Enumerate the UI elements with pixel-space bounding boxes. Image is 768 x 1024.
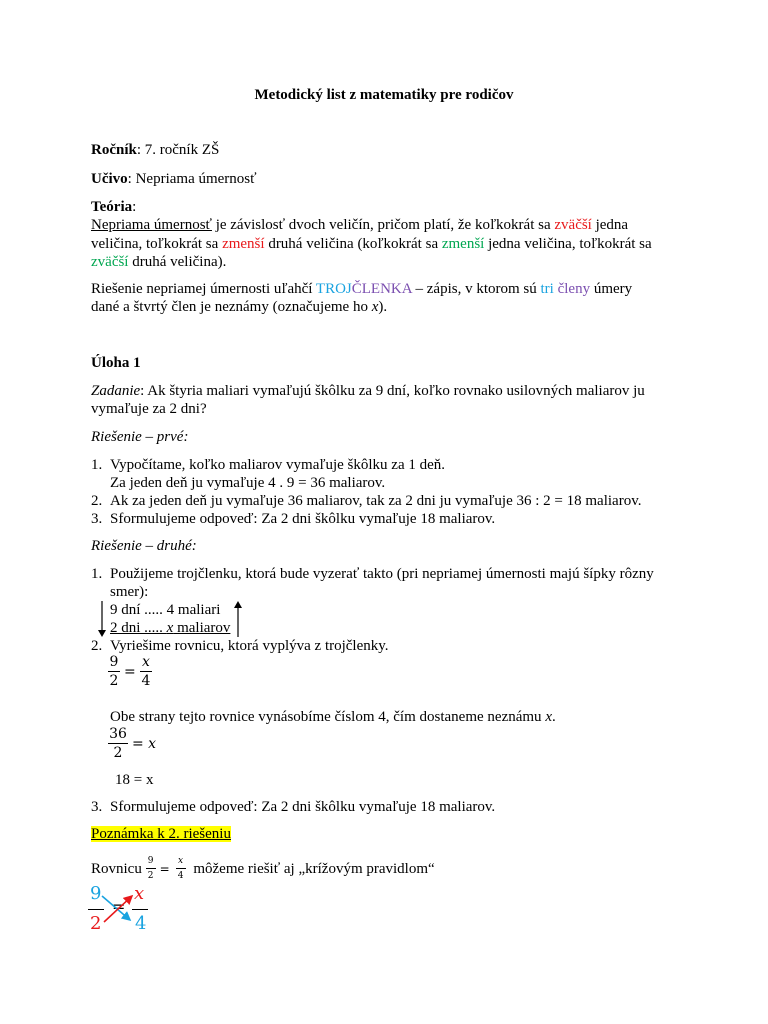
riesenie-prve-label: Riešenie – prvé: (91, 429, 189, 445)
ucivo-value: : Nepriama úmernosť (127, 171, 257, 187)
list-number: 3. (91, 511, 103, 527)
variable-x: x (371, 299, 379, 315)
list-number: 2. (91, 493, 103, 509)
poznamka-label: Poznámka k 2. riešeniu (91, 826, 231, 842)
arrow-down-icon (96, 600, 108, 638)
list-text: Vyriešime rovnicu, ktorá vyplýva z trojčlenky. (110, 638, 389, 654)
denominator: 2 (147, 871, 154, 881)
fraction (108, 726, 128, 761)
fraction-bar (176, 868, 186, 869)
ucivo-line (91, 170, 257, 188)
poznamka-line (91, 856, 435, 882)
cross-numerator-right: x (134, 883, 145, 904)
word-zmensi: zmenší (222, 236, 265, 252)
variable-x: x (166, 620, 174, 636)
zadanie-label: Zadanie (91, 383, 141, 399)
ucivo-label: Učivo (91, 171, 128, 187)
intro-text: ). (378, 299, 388, 315)
inline-equation (146, 856, 190, 882)
page-title: Metodický list z matematiky pre rodičov (254, 87, 514, 103)
fraction (108, 654, 120, 689)
list-item (91, 510, 495, 528)
inline-fraction (146, 856, 156, 881)
list-item (91, 456, 445, 474)
list-text: Ak za jeden deň ju vymaľuje 36 maliarov, tak za 2 dni ju vymaľuje 36 : 2 = 18 maliarov. (110, 493, 642, 509)
equals-sign: = (124, 664, 136, 680)
numerator: 9 (109, 654, 119, 670)
word-tri: tri (540, 281, 554, 297)
intro-text: úmery (590, 281, 633, 297)
intro-text: Riešenie nepriamej úmernosti uľahčí (91, 281, 316, 297)
fraction-bar (108, 671, 120, 672)
list-item (91, 637, 389, 655)
list-item (91, 565, 654, 583)
equation-rhs: = x (132, 736, 157, 752)
list-number: 1. (91, 457, 103, 473)
denominator: 2 (113, 745, 123, 761)
numerator: x (178, 856, 184, 866)
trojclenka-intro-line-1 (91, 280, 632, 298)
zadanie-text: : Ak štyria maliari vymaľujú škôlku za 9 dní, koľko rovnako usilovných maliarov ju (140, 383, 645, 399)
inline-fraction (176, 856, 186, 881)
teoria-line-3 (91, 253, 226, 271)
word-troj: TROJ (315, 281, 352, 297)
denominator: 2 (109, 673, 119, 689)
equals-sign: = (112, 897, 126, 916)
list-item-continued: smer): (110, 584, 149, 600)
teoria-heading (91, 198, 136, 216)
equals-sign: = (159, 862, 170, 876)
teoria-label: Teória (91, 199, 133, 215)
rocnik-value: : 7. ročník ZŠ (136, 142, 220, 158)
teoria-term: Nepriama úmernosť (91, 217, 212, 233)
teoria-text: jedna veličina, toľkokrát sa (484, 236, 652, 252)
list-item (91, 492, 641, 510)
instruction-text: Obe strany tejto rovnice vynásobíme číslom 4, čím dostaneme neznámu (110, 709, 546, 725)
teoria-text: je závislosť dvoch veličín, pričom platí, že koľkokrát sa (211, 217, 555, 233)
cross-denominator-left: 2 (90, 913, 102, 934)
trojclenka-row-1: 9 dní ..... 4 maliari (110, 602, 221, 618)
list-number: 2. (91, 638, 103, 654)
cross-numerator-left: 9 (90, 883, 102, 904)
list-text: Sformulujeme odpoveď: Za 2 dni škôlku vymaľuje 18 maliarov. (110, 511, 496, 527)
poznamka-text: môžeme riešiť aj „krížovým pravidlom“ (189, 861, 435, 877)
denominator: 4 (141, 673, 151, 689)
list-text: Použijeme trojčlenku, ktorá bude vyzerať takto (pri nepriamej úmernosti majú šípky rôzny (110, 566, 654, 582)
numerator: 36 (109, 726, 127, 742)
teoria-text: veličina, toľkokrát sa (91, 236, 223, 252)
denominator: 4 (177, 871, 184, 881)
numerator: 9 (147, 856, 154, 866)
teoria-line-1 (91, 216, 628, 234)
troj-text: maliarov (173, 620, 231, 636)
fraction-bar (140, 671, 152, 672)
teoria-text: druhá veličina). (128, 254, 227, 270)
list-text: Sformulujeme odpoveď: Za 2 dni škôlku vymaľuje 18 maliarov. (110, 799, 496, 815)
uloha-heading: Úloha 1 (91, 355, 141, 371)
rocnik-label: Ročník (91, 142, 137, 158)
list-number: 3. (91, 799, 103, 815)
trojclenka-row-2 (110, 619, 230, 637)
arrow-up-icon (232, 600, 244, 638)
poznamka-heading (91, 825, 231, 843)
teoria-text: druhá veličina (koľkokrát sa (264, 236, 442, 252)
instruction-text: . (551, 709, 556, 725)
riesenie-druhe-label: Riešenie – druhé: (91, 538, 197, 554)
list-item (91, 798, 495, 816)
list-item: Za jeden deň ju vymaľuje 4 . 9 = 36 maliarov. (110, 475, 386, 491)
intro-text: dané a štvrtý člen je neznámy (označujeme ho (91, 299, 372, 315)
word-clenka: ČLENKA (351, 281, 412, 297)
fraction-bar (108, 743, 128, 744)
cross-arrows-icon (88, 884, 152, 936)
variable-x: x (545, 709, 552, 725)
zadanie-line-1 (91, 382, 645, 400)
trojclenka-row-2-text (110, 620, 230, 636)
cross-rule-diagram (88, 884, 152, 936)
equation-3: 18 = x (115, 772, 154, 788)
word-zmensi-green: zmenší (441, 236, 485, 252)
poznamka-text: Rovnicu (91, 861, 146, 877)
cross-denominator-right: 4 (135, 913, 147, 934)
fraction-bar (146, 868, 156, 869)
teoria-colon: : (132, 199, 137, 215)
teoria-line-2 (91, 235, 652, 253)
zadanie-line-2: vymaľuje za 2 dni? (91, 401, 207, 417)
multiply-instruction (110, 708, 556, 726)
word-zvacsi: zväčší (554, 217, 592, 233)
intro-text: – zápis, v ktorom sú (411, 281, 541, 297)
word-zvacsi-green: zväčší (91, 254, 129, 270)
list-text: Vypočítame, koľko maliarov vymaľuje škôlku za 1 deň. (110, 457, 446, 473)
list-number: 1. (91, 566, 103, 582)
numerator: x (142, 654, 150, 670)
rocnik-line (91, 141, 219, 159)
trojclenka-intro-line-2 (91, 298, 387, 316)
word-cleny: členy (557, 281, 591, 297)
troj-text: 2 dni ..... (110, 620, 167, 636)
fraction (140, 654, 152, 689)
teoria-text: jedna (591, 217, 629, 233)
